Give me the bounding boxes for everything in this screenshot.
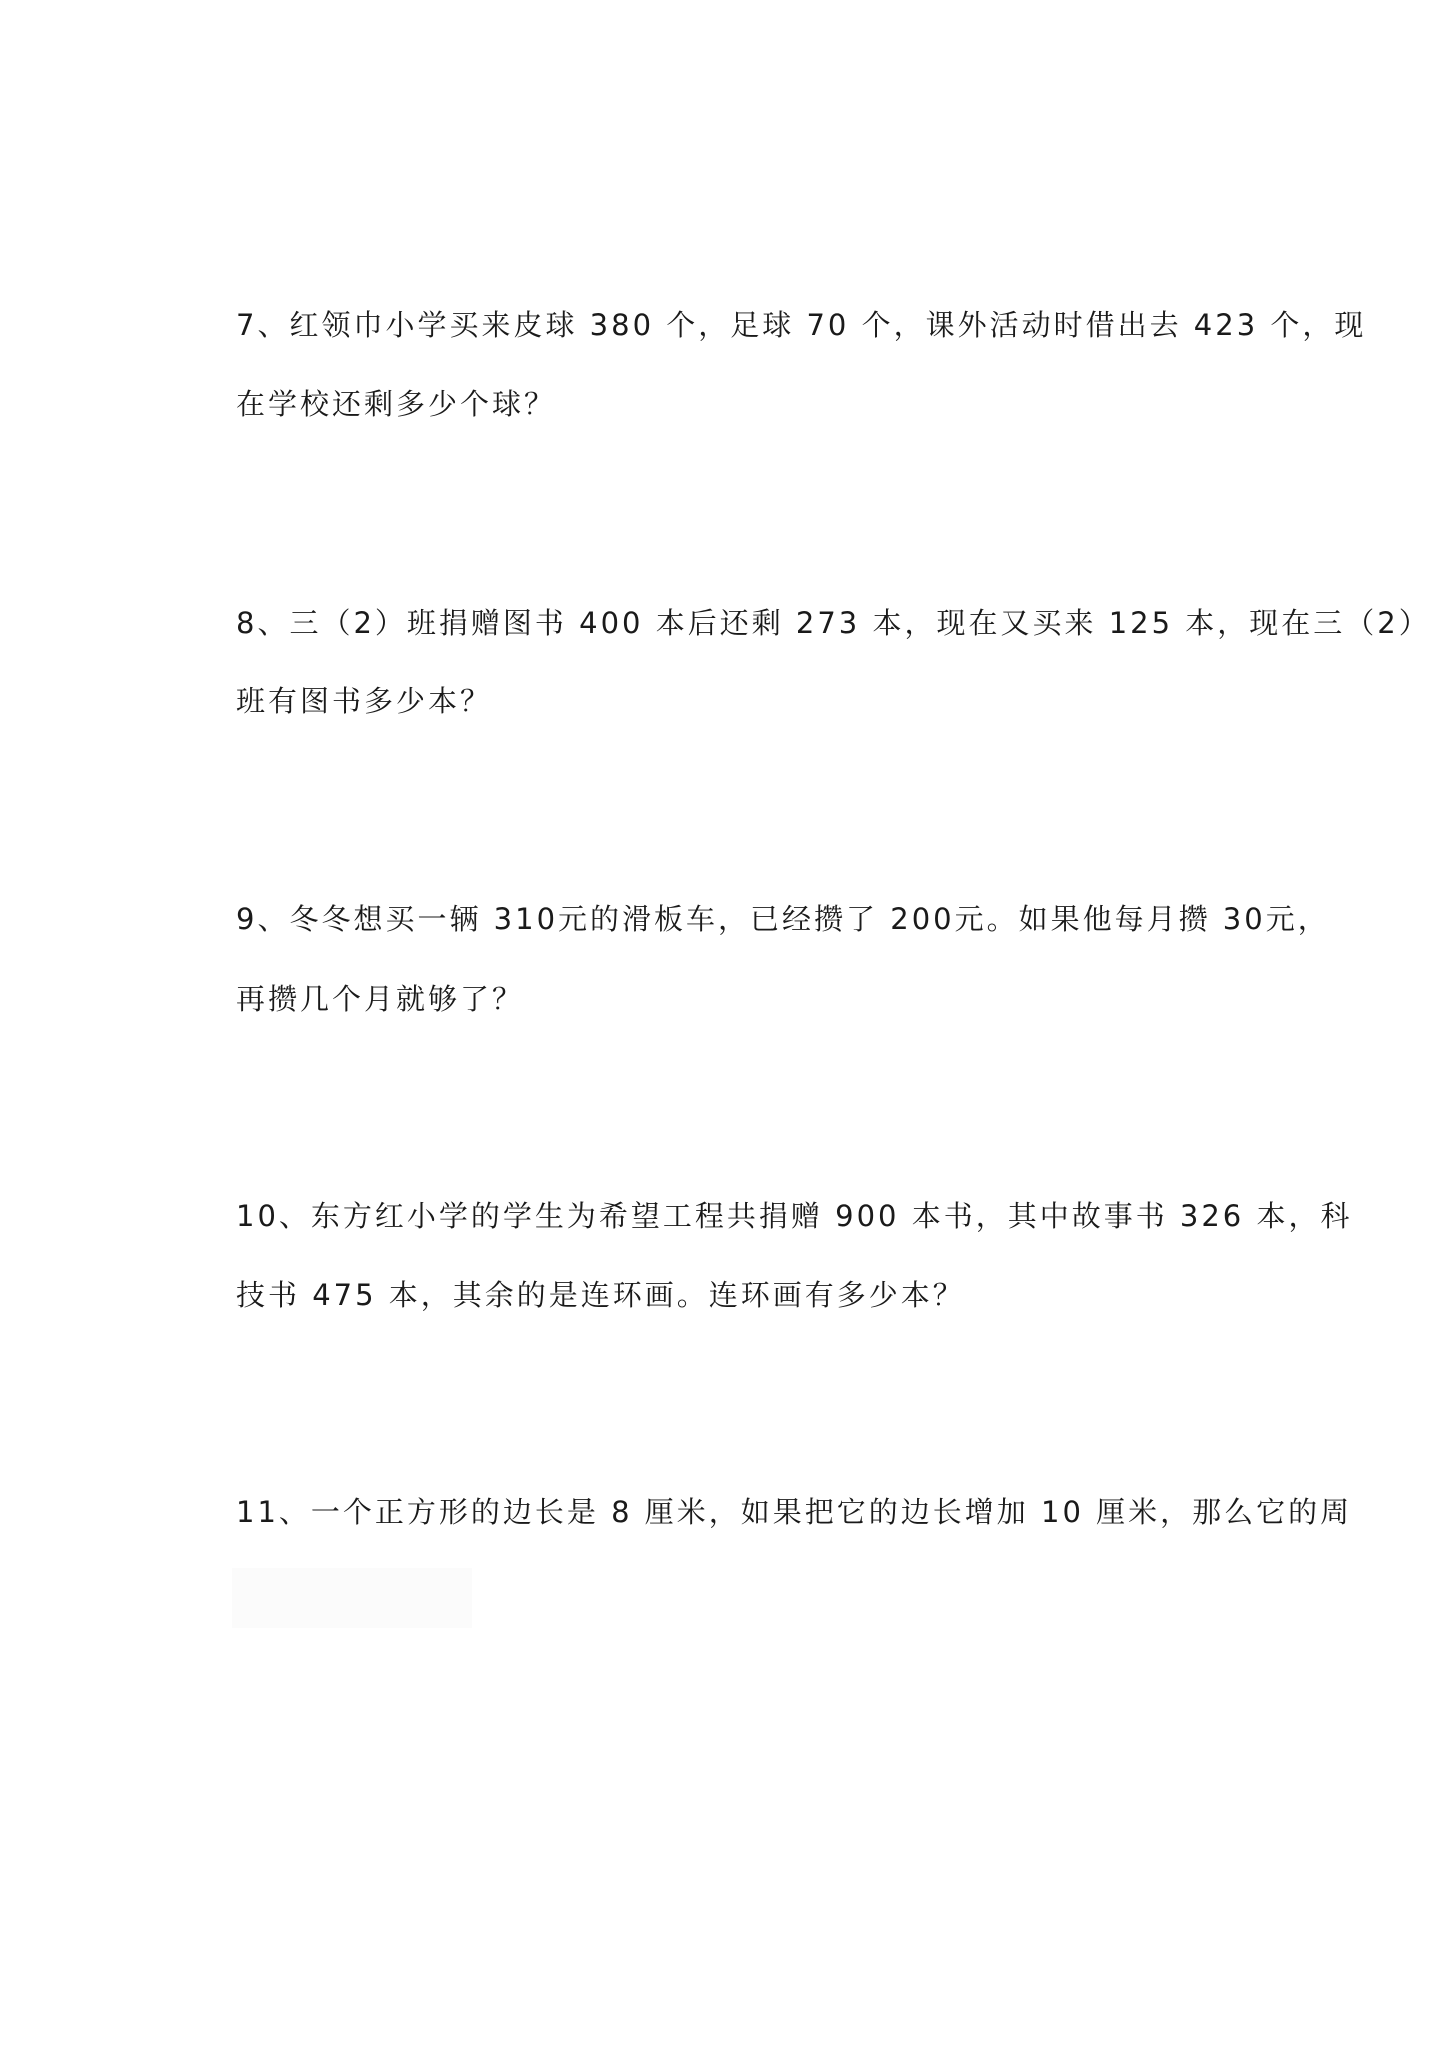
problem-8-line-2: 班有图书多少本？ bbox=[236, 684, 493, 718]
problem-10-line-1: 10、东方红小学的学生为希望工程共捐赠 900 本书，其中故事书 326 本，科 bbox=[236, 1199, 1353, 1233]
faint-scan-mark bbox=[232, 1568, 472, 1628]
problem-7-line-1: 7、红领巾小学买来皮球 380 个，足球 70 个，课外活动时借出去 423 个，现 bbox=[236, 308, 1367, 342]
problem-9-line-2: 再攒几个月就够了？ bbox=[236, 982, 525, 1016]
problem-7-line-2: 在学校还剩多少个球？ bbox=[236, 387, 557, 421]
problem-10-line-2: 技书 475 本，其余的是连环画。连环画有多少本？ bbox=[236, 1278, 965, 1312]
problem-9-line-1: 9、冬冬想买一辆 310元的滑板车，已经攒了 200元。如果他每月攒 30元， bbox=[236, 902, 1330, 936]
problem-8-line-1: 8、三（2）班捐赠图书 400 本后还剩 273 本，现在又买来 125 本，现在三（2） bbox=[236, 606, 1431, 640]
problem-11-line-1: 11、一个正方形的边长是 8 厘米，如果把它的边长增加 10 厘米，那么它的周 bbox=[236, 1495, 1353, 1529]
